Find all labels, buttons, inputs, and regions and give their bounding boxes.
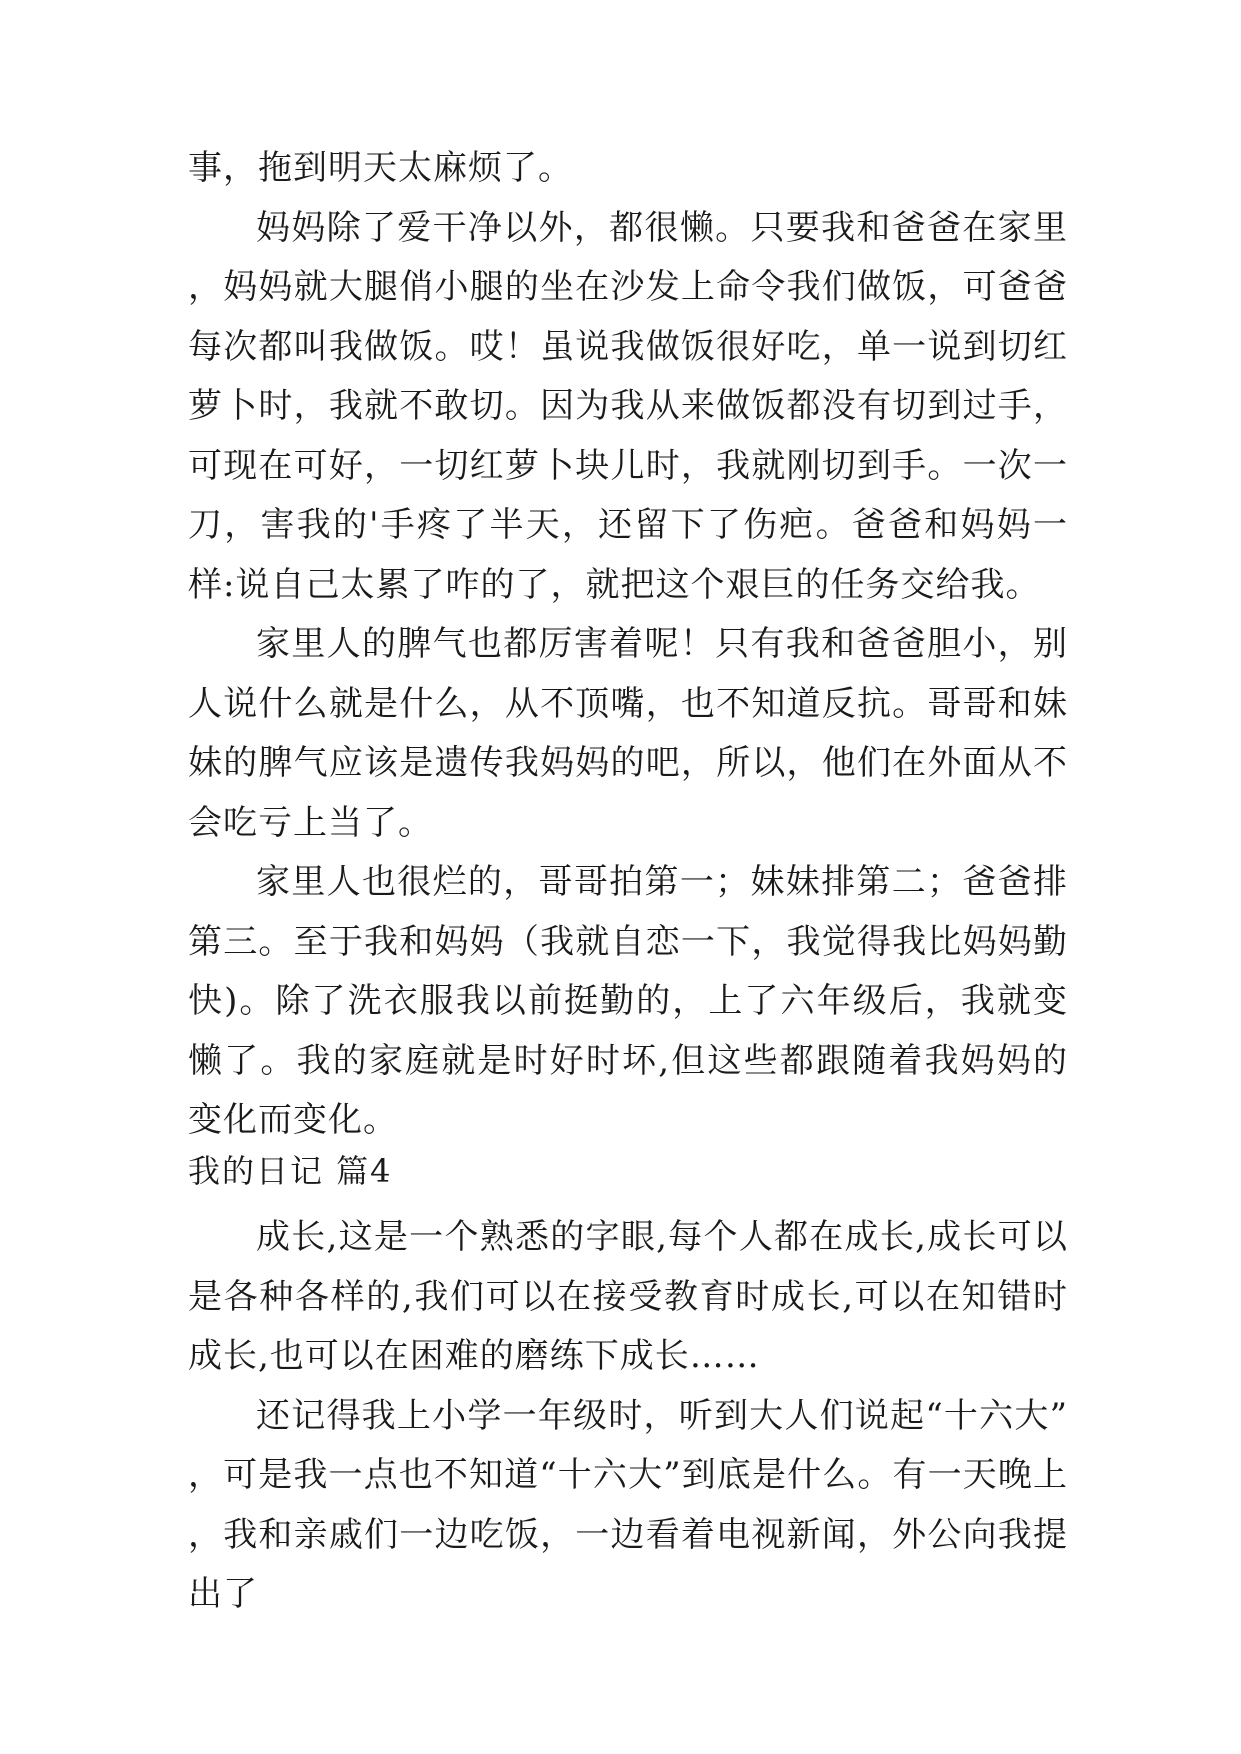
paragraph-family-temper: 家里人的脾气也都厉害着呢！只有我和爸爸胆小，别人说什么就是什么，从不顶嘴，也不知道反抗。哥哥和妹妹的脾气应该是遗传我妈妈的吧，所以，他们在外面从不会吃亏上当了。 bbox=[188, 624, 1068, 843]
bottom-text-block bbox=[188, 1208, 1068, 1625]
section-heading-block bbox=[188, 1142, 1068, 1202]
paragraph-growth-intro: 成长,这是一个熟悉的字眼,每个人都在成长,成长可以是各种各样的,我们可以在接受教育时成长,可以在知错时成长,也可以在困难的磨练下成长…… bbox=[188, 1217, 1068, 1376]
paragraph-continuation: 事，拖到明天太麻烦了。 bbox=[188, 148, 573, 188]
top-text-block bbox=[188, 139, 1068, 1151]
paragraph-mother-lazy: 妈妈除了爱干净以外，都很懒。只要我和爸爸在家里，妈妈就大腿俏小腿的坐在沙发上命令我们做饭，可爸爸每次都叫我做饭。哎！虽说我做饭很好吃，单一说到切红萝卜时，我就不敢切。因为我从来做饭都没有切到过手，可现在可好，一切红萝卜块儿时，我就刚切到手。一次一刀，害我的'手疼了半天，还留下了伤疤。爸爸和妈妈一样:说自己太累了咋的了，就把这个艰巨的任务交给我。 bbox=[188, 207, 1068, 605]
paragraph-family-ranking: 家里人也很烂的，哥哥拍第一；妹妹排第二；爸爸排第三。至于我和妈妈（我就自恋一下，我觉得我比妈妈勤快)。除了洗衣服我以前挺勤的，上了六年级后，我就变懒了。我的家庭就是时好时坏,但这些都跟随着我妈妈的变化而变化。 bbox=[188, 862, 1068, 1140]
section-heading: 我的日记 篇4 bbox=[188, 1152, 393, 1190]
paragraph-memory: 还记得我上小学一年级时，听到大人们说起“十六大”，可是我一点也不知道“十六大”到底是什么。有一天晚上，我和亲戚们一边吃饭，一边看着电视新闻，外公向我提出了 bbox=[188, 1395, 1068, 1614]
